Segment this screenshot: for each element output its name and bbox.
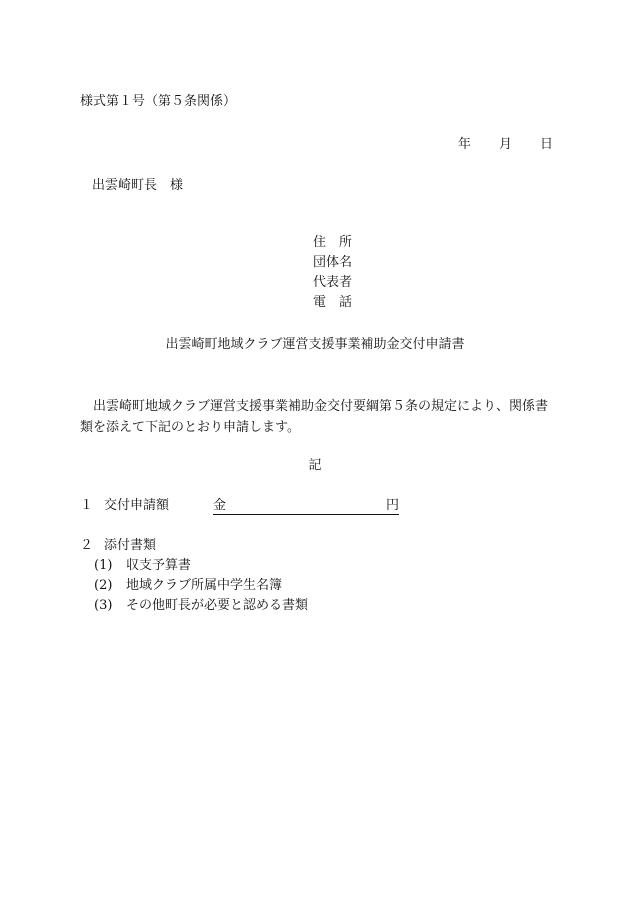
addressee: 出雲崎町長 様 bbox=[92, 178, 184, 193]
date-day-label: 日 bbox=[540, 137, 554, 152]
attachment-list bbox=[94, 558, 394, 618]
applicant-field-representative-label: 代表者 bbox=[313, 275, 353, 290]
applicant-field-address-label: 住 所 bbox=[313, 235, 353, 250]
list-item-index: (3) bbox=[94, 598, 113, 613]
list-item-text: その他町長が必要と認める書類 bbox=[126, 598, 309, 613]
list-item-text: 地域クラブ所属中学生名簿 bbox=[126, 578, 283, 593]
applicant-fields bbox=[313, 235, 352, 315]
amount-suffix: 円 bbox=[385, 498, 399, 513]
item-number: １ bbox=[80, 498, 94, 513]
list-item bbox=[94, 578, 394, 598]
list-item bbox=[94, 558, 394, 578]
list-item bbox=[94, 598, 394, 618]
applicant-field-organization-label: 団体名 bbox=[313, 255, 353, 270]
body-paragraph: 出雲崎町地域クラブ運営支援事業補助金交付要綱第５条の規定により、関係書類を添えて下記のとおり申請します。 bbox=[80, 399, 549, 435]
amount-field bbox=[213, 498, 399, 515]
amount-prefix: 金 bbox=[213, 498, 227, 513]
date-month-label: 月 bbox=[499, 137, 513, 152]
list-item-index: (1) bbox=[94, 558, 113, 573]
item-number: ２ bbox=[80, 538, 94, 553]
ki-heading: 記 bbox=[308, 458, 322, 473]
applicant-field-phone-label: 電 話 bbox=[313, 295, 353, 310]
date-year-label: 年 bbox=[458, 137, 472, 152]
item-label: 交付申請額 bbox=[104, 498, 170, 513]
list-item-text: 収支予算書 bbox=[126, 558, 192, 573]
list-item-index: (2) bbox=[94, 578, 113, 593]
form-number: 様式第１号（第５条関係） bbox=[80, 94, 237, 109]
document-title: 出雲崎町地域クラブ運営支援事業補助金交付申請書 bbox=[165, 337, 465, 352]
item-label: 添付書類 bbox=[104, 538, 157, 553]
